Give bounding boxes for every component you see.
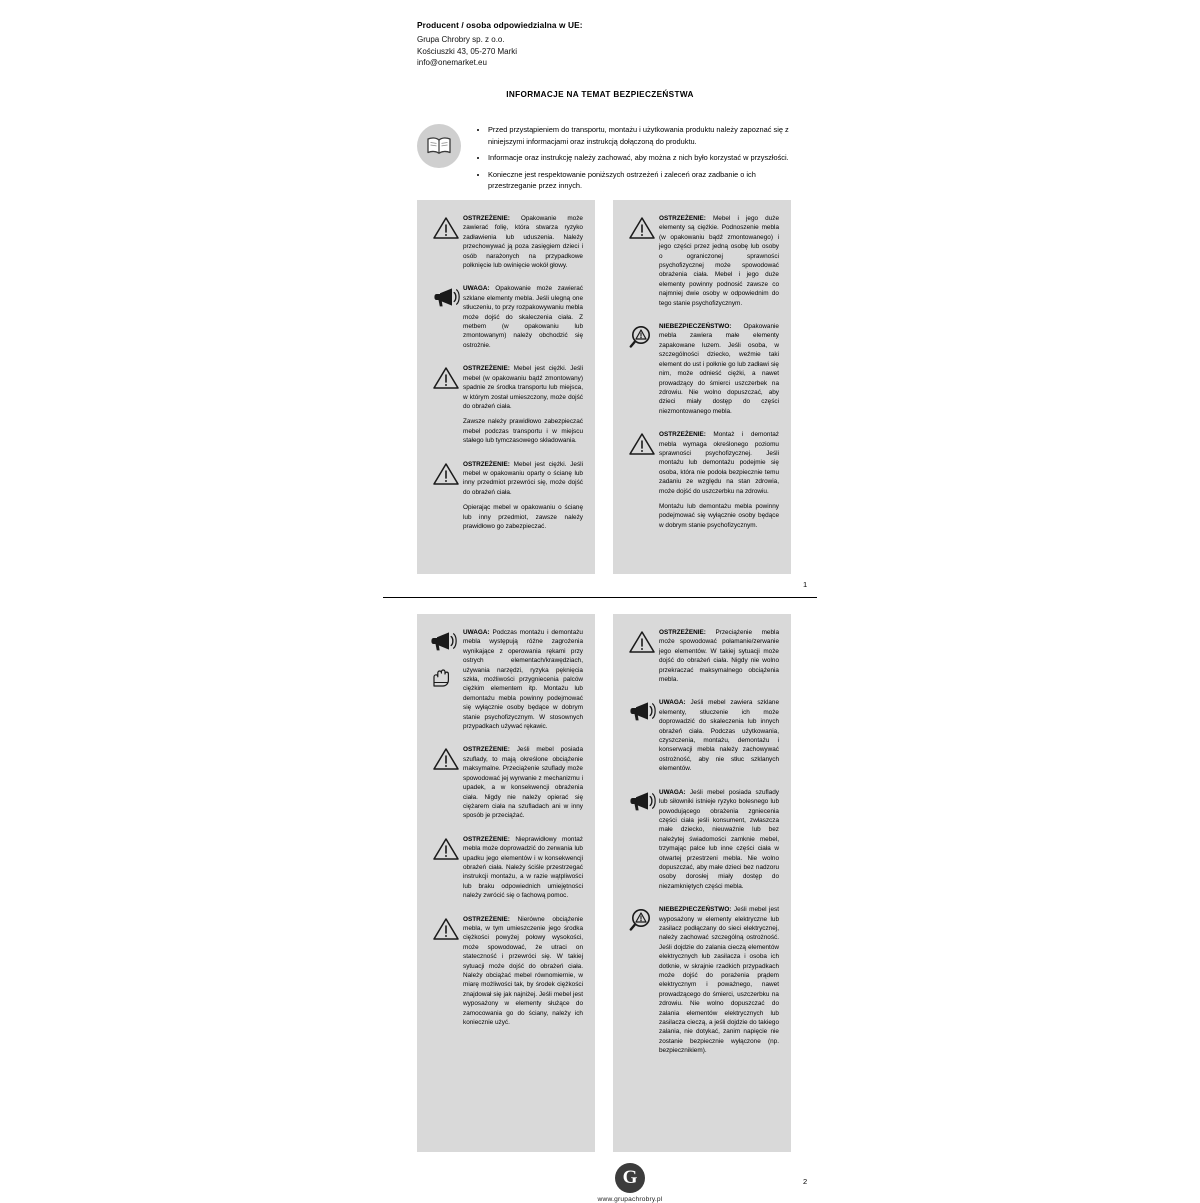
warning-item bbox=[429, 214, 583, 270]
warning-item bbox=[429, 460, 583, 532]
page-number: 1 bbox=[803, 580, 808, 589]
warning-triangle-icon bbox=[625, 214, 659, 240]
warning-triangle-icon bbox=[625, 628, 659, 654]
warning-item bbox=[429, 745, 583, 820]
producer-email: info@onemarket.eu bbox=[417, 58, 487, 67]
warning-triangle-icon bbox=[429, 745, 463, 771]
warning-item bbox=[625, 628, 779, 684]
intro-block bbox=[417, 124, 797, 197]
warning-item bbox=[625, 322, 779, 416]
warning-triangle-icon bbox=[429, 364, 463, 390]
warning-item bbox=[625, 905, 779, 1056]
warning-text: NIEBEZPIECZEŃSTWO: Jeśli mebel jest wyposażony w elementy elektryczne lub zasilacz podłączany do sieci elektrycznej, należy zachować szczególną ostrożność. Jeśli dojdzie do zalania cieczą elementów elektrycznych lub zasilacza i osoba ich dotknie, w skrajnie rzadkich przypadkach może dojść do porażenia prądem elektrycznym i poważnego, nawet prowadzącego do śmierci, uszczerbku na zdrowiu. Nie wolno dopuszczać do zalania elementów elektrycznych lub zasilacza cieczą, a jeśli dojdzie do takiego zalania, nie dotykać, zanim napięcie nie zostanie bezpiecznie wyłączone (np. bezpiecznikiem). bbox=[659, 906, 779, 1055]
warning-text: UWAGA: Podczas montażu i demontażu mebla występują różne zagrożenia wynikające z operowania rękami przy ostrych elementach/krawędziach, używania narzędzi, ryzyka pęknięcia szkła, możliwości przygniecenia palców ciężkim elementem itp. Montażu lub demontażu mebla powinny podejmować się wyłącznie osoby będące w dobrym stanie psychofizycznym. W stosownych przypadkach używać rękawic. bbox=[463, 629, 583, 731]
warning-item bbox=[429, 915, 583, 1028]
warning-text: UWAGA: Jeśli mebel zawiera szklane elementy, stłuczenie ich może doprowadzić do skaleczenia lub innych obrażeń ciała. Podczas użytkowania, czyszczenia, montażu, demontażu i konserwacji mebla należy zachowywać ostrożność, aby nie stłuc szklanych elementów. bbox=[659, 699, 779, 773]
megaphone-icon bbox=[625, 698, 659, 722]
page-number: 2 bbox=[803, 1177, 808, 1186]
warning-text: OSTRZEŻENIE: Mebel jest ciężki. Jeśli mebel (w opakowaniu bądź zmontowany) spadnie ze środka transportu lub miejsca, w którym został umieszczony, może dojść do obrażeń ciała. Zawsze należy prawidłowo zabezpieczać mebel podczas transportu i w miejscu stałego lub tymczasowego składowania. bbox=[463, 365, 583, 445]
warning-item bbox=[429, 628, 583, 731]
warning-item bbox=[429, 284, 583, 350]
page1-left-column bbox=[417, 200, 595, 574]
page1-right-column bbox=[613, 200, 791, 574]
warning-triangle-icon bbox=[429, 915, 463, 941]
intro-bullet-list bbox=[475, 124, 797, 197]
footer-logo bbox=[563, 1163, 697, 1203]
intro-bullet: • Przed przystąpieniem do transportu, montażu i użytkowania produktu należy zapoznać się z niniejszymi informacjami oraz instrukcją dołączoną do produktu. bbox=[488, 124, 797, 147]
warning-triangle-icon bbox=[429, 214, 463, 240]
warning-triangle-icon bbox=[625, 430, 659, 456]
open-book-icon bbox=[417, 124, 461, 168]
warning-text: OSTRZEŻENIE: Mebel i jego duże elementy są ciężkie. Podnoszenie mebla (w opakowaniu bądź zmontowanego) i jego części przez jedną osobę lub osoby o ograniczonej sprawności psychofizycznej może spowodować obrażenia ciała. Mebel i jego duże elementy powinny podnosić zawsze co najmniej dwie osoby w odpowiednim do tego stanie psychofizycznym. bbox=[659, 215, 779, 307]
intro-bullet: • Informacje oraz instrukcję należy zachować, aby można z nich było korzystać w przyszłości. bbox=[488, 152, 797, 164]
warning-triangle-icon bbox=[429, 460, 463, 486]
page2-left-column bbox=[417, 614, 595, 1152]
magnifier-warning-icon bbox=[625, 322, 659, 350]
warning-item bbox=[625, 788, 779, 891]
megaphone-icon bbox=[429, 628, 463, 688]
warning-item bbox=[625, 214, 779, 308]
warning-text: UWAGA: Jeśli mebel posiada szuflady lub siłowniki istnieje ryzyko bolesnego lub powodującego obrażenia zgniecenia części ciała jeśli konsument, zwłaszcza małe dziecko, nieuważnie lub bez należytej świadomości zamknie mebel, trzymając palce lub inne części ciała w otwartej przestrzeni mebla. Nie wolno dopuszczać, aby małe dzieci bez nadzoru osoby dorosłej miały dostęp do niezamkniętych części mebla. bbox=[659, 788, 779, 890]
page-divider bbox=[383, 597, 817, 598]
footer-website: www.grupachrobry.pl bbox=[597, 1196, 663, 1203]
warning-text: OSTRZEŻENIE: Nieprawidłowy montaż mebla może doprowadzić do zerwania lub upadku jego elementów i w konsekwencji obrażeń ciała. Należy ściśle przestrzegać instrukcji montażu, a w razie wątpliwości lub braku odpowiednich umiejętności należy zwrócić się o fachową pomoc. bbox=[463, 835, 583, 900]
warning-text: OSTRZEŻENIE: Przeciążenie mebla może spowodować połamanie/zerwanie jego elementów. W takiej sytuacji może dojść do obrażeń ciała. Nigdy nie wolno przekraczać maksymalnego obciążenia mebla. bbox=[659, 629, 779, 684]
warning-text: OSTRZEŻENIE: Montaż i demontaż mebla wymaga określonego poziomu sprawności psychofizycznej. Jeśli montażu lub demontażu podejmie się osoba, która nie podoła bezpiecznie temu zadaniu ze względu na stan zdrowia, może dojść do uszczerbku na zdrowiu. Montażu lub demontażu mebla powinny podejmować się wyłącznie osoby będące w dobrym stanie psychofizycznym. bbox=[659, 431, 779, 529]
producer-line-1: Grupa Chrobry sp. z o.o. bbox=[417, 35, 505, 44]
brand-logo-icon: G bbox=[615, 1163, 645, 1193]
gloves-icon bbox=[429, 666, 463, 688]
warning-item bbox=[429, 364, 583, 445]
warning-text: UWAGA: Opakowanie może zawierać szklane elementy mebla. Jeśli ulegną one stłuczeniu, to przy rozpakowywaniu mebla może dojść do skaleczenia ciała. Z metbem (w opakowaniu lub zmontowanym) należy obchodzić się ostrożnie. bbox=[463, 285, 583, 349]
producer-block bbox=[417, 20, 817, 69]
producer-line-2: Kościuszki 43, 05-270 Marki bbox=[417, 46, 518, 56]
warning-text: OSTRZEŻENIE: Opakowanie może zawierać folię, która stwarza ryzyko zadławienia lub uduszenia. Należy przechowywać ją poza zasięgiem dzieci i osób narażonych na przypadkowe połknięcie lub owinięcie wokół głowy. bbox=[463, 215, 583, 270]
warning-item bbox=[429, 835, 583, 901]
warning-item bbox=[625, 430, 779, 530]
megaphone-icon bbox=[625, 788, 659, 812]
page-title: INFORMACJE NA TEMAT BEZPIECZEŃSTWA bbox=[506, 90, 694, 99]
warning-text: NIEBEZPIECZEŃSTWO: Opakowanie mebla zawiera małe elementy zapakowane luzem. Jeśli osoba, w szczególności dziecko, weźmie taki element do ust i połknie go lub zadławi się nim, może odnieść ciężki, a nawet prowadzący do śmierci uszczerbek na zdrowiu. Nie wolno dopuszczać, aby dzieci miały dostęp do części niezmontowanego mebla. bbox=[659, 323, 779, 415]
warning-text: OSTRZEŻENIE: Jeśli mebel posiada szuflady, to mają określone obciążenie maksymalne. Przeciążenie szuflady może spowodować jej wyrwanie z mechanizmu i upadek, a w konsekwencji obrażenia ciała. Nigdy nie należy opierać się ciężarem ciała na szufladach ani w inny sposób je przeciążać. bbox=[463, 746, 583, 820]
warning-text: OSTRZEŻENIE: Mebel jest ciężki. Jeśli mebel w opakowaniu oparty o ścianę lub inny przedmiot przewróci się, może dojść do obrażeń ciała. Opierając mebel w opakowaniu o ścianę lub inny przedmiot, zawsze należy prawidłowo go zabezpieczać. bbox=[463, 460, 583, 530]
magnifier-warning-icon bbox=[625, 905, 659, 933]
page2-right-column bbox=[613, 614, 791, 1152]
warning-text: OSTRZEŻENIE: Nierówne obciążenie mebla, w tym umieszczenie jego środka ciężkości powyżej połowy wysokości, może spowodować, że utraci on stateczność i przewróci się. W takiej sytuacji może dojść do obrażeń ciała. Należy obciążać mebel równomiernie, w miarę możliwości tak, by środek ciężkości znajdował się jak najniżej. Jeśli mebel jest wyposażony w elementy służące do zamocowania go do ściany, należy ich koniecznie użyć. bbox=[463, 915, 583, 1027]
producer-title: Producent / osoba odpowiedzialna w UE: bbox=[417, 20, 583, 30]
warning-triangle-icon bbox=[429, 835, 463, 861]
intro-bullet: • Konieczne jest respektowanie poniższych ostrzeżeń i zaleceń oraz zadbanie o ich przestrzeganie przez innych. bbox=[488, 169, 797, 192]
warning-item bbox=[625, 698, 779, 773]
megaphone-icon bbox=[429, 284, 463, 308]
